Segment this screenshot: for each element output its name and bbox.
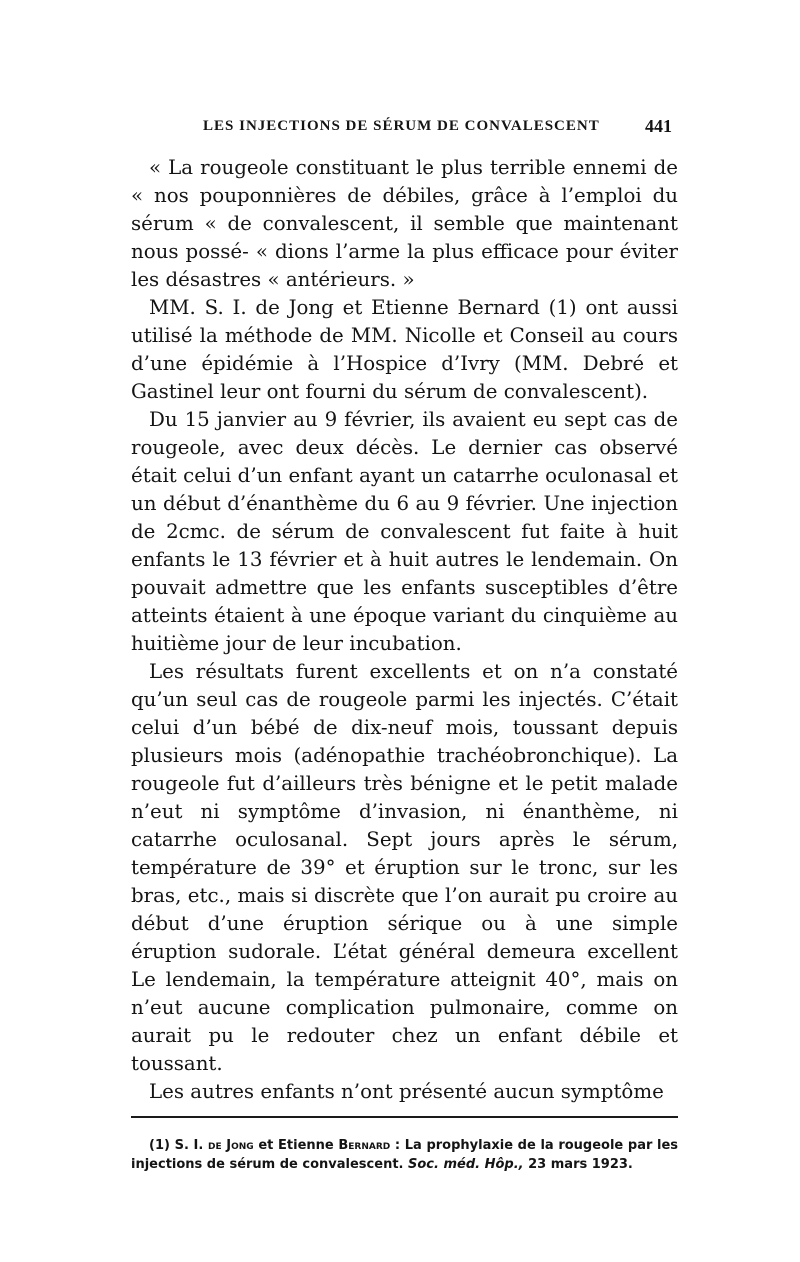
running-title: LES INJECTIONS DE SÉRUM DE CONVALESCENT [203,118,600,134]
footnote-marker: (1) [149,1138,170,1153]
paragraph-others: Les autres enfants n’ont présenté aucun symptôme [149,1080,664,1103]
footnote-journal: Soc. méd. Hôp., [408,1157,524,1172]
paragraph-authors: MM. S. I. de Jong et Etienne Bernard (1) ont aussi utilisé la méthode de MM. Nicolle et Conseil au cours d’une épidémie à l’Hospice d’Ivry (MM. Debré et Gastinel leur ont fourni du sérum de convalescent). [131,296,678,403]
footnote-conjunction: et Etienne [258,1138,334,1153]
footnote-date: 23 mars 1923. [528,1157,633,1172]
footnote-rule [131,1116,678,1118]
footnote-initials: S. I. [174,1138,204,1153]
page-number: 441 [645,116,672,136]
running-head [131,112,678,142]
book-page [131,112,678,1174]
body-text [131,154,678,1106]
paragraph-results: Les résultats furent excellents et on n’a constaté qu’un seul cas de rougeole parmi les injectés. C’était celui d’un bébé de dix-neuf mois, toussant depuis plusieurs mois (adénopathie trachéobronchique). La rougeole fut d’ailleurs très bénigne et le petit malade n’eut ni symptôme d’invasion, ni énanthème, ni catarrhe oculosanal. Sept jours après le sérum, température de 39° et éruption sur le tronc, sur les bras, etc., mais si discrète que l’on aurait pu croire au début d’une éruption sérique ou à une simple éruption sudorale. L’état général demeura excellent Le lendemain, la température atteignit 40°, mais on n’eut aucune complication pulmonaire, comme on aurait pu le redouter chez un enfant débile et toussant. [131,660,678,1075]
paragraph-quote: « La rougeole constituant le plus terrible ennemi de « nos pouponnières de débiles, grâce à l’emploi du sérum « de convalescent, il semble que maintenant nous possé- « dions l’arme la plus efficace pour éviter les désastres « antérieurs. » [131,156,678,291]
footnote-title: : La prophylaxie de la rougeole par les injections de sérum de convalescent. [131,1138,679,1172]
footnote-particle: de [207,1138,222,1153]
footnote-author: Jong [226,1138,254,1153]
paragraph-epidemic: Du 15 janvier au 9 février, ils avaient eu sept cas de rougeole, avec deux décès. Le dernier cas observé était celui d’un enfant ayant un catarrhe oculonasal et un début d’énanthème du 6 au 9 février. Une injection de 2cmc. de sérum de convalescent fut faite à huit enfants le 13 février et à huit autres le lendemain. On pouvait admettre que les enfants susceptibles d’être atteints étaient à une époque variant du cinquième au huitième jour de leur incubation. [131,408,678,655]
footnote [131,1136,678,1174]
footnote-coauthor: Bernard [338,1138,391,1153]
